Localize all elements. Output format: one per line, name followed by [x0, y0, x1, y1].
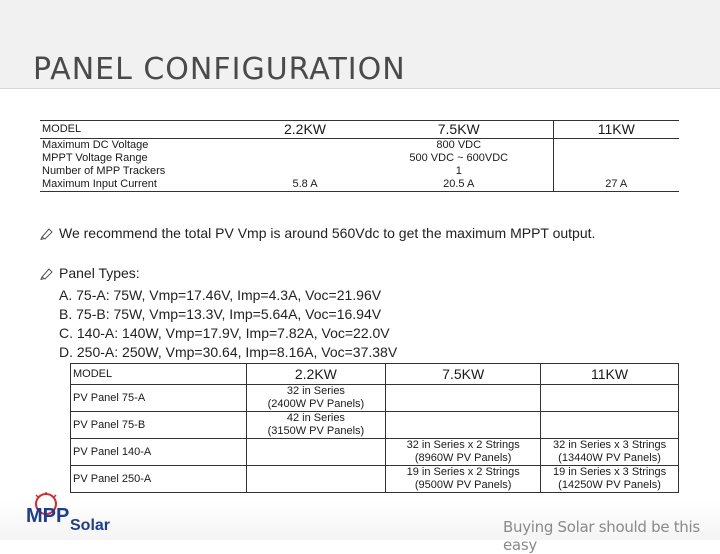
panel-col-7-5kw: 7.5KW: [386, 364, 541, 385]
panel-cell: [386, 412, 541, 439]
panel-cell: [246, 466, 386, 493]
spec-header-row: [40, 121, 679, 139]
panel-col-2-2kw: 2.2KW: [246, 364, 386, 385]
panel-cell: [541, 466, 679, 493]
panel-type-d: D. 250-A: 250W, Vmp=30.64, Imp=8.16A, Voc=37.38V: [59, 344, 398, 360]
panel-row-label: PV Panel 250-A: [71, 466, 247, 493]
spec-cell: [553, 165, 679, 178]
panel-cell: [386, 385, 541, 412]
panel-type-b: B. 75-B: 75W, Vmp=13.3V, Imp=5.64A, Voc=16.94V: [59, 306, 382, 322]
spec-cell: [553, 152, 679, 165]
table-row: [71, 466, 679, 493]
panel-types-label: Panel Types:: [59, 265, 140, 281]
spec-col-7-5kw: 7.5KW: [365, 121, 553, 139]
logo-mpp-text: MPP: [26, 505, 70, 527]
panel-col-11kw: 11KW: [541, 364, 679, 385]
spec-row-label: MPPT Voltage Range: [42, 152, 148, 164]
slide-title: PANEL CONFIGURATION: [33, 52, 406, 87]
panel-cell: [386, 439, 541, 466]
recommend-text: We recommend the total PV Vmp is around 560Vdc to get the maximum MPPT output.: [59, 225, 596, 241]
panel-type-c: C. 140-A: 140W, Vmp=17.9V, Imp=7.82A, Voc=22.0V: [59, 325, 390, 341]
table-row: [71, 439, 679, 466]
spec-cell: [245, 139, 365, 153]
panel-cell: [246, 385, 386, 412]
panel-cell-line: 42 in Series: [286, 412, 345, 424]
panel-cell-line: (9500W PV Panels): [414, 479, 512, 491]
logo-solar-text: Solar: [70, 517, 111, 532]
panel-cell-line: 32 in Series x 2 Strings: [406, 439, 520, 451]
panel-cell-line: 19 in Series x 3 Strings: [552, 466, 667, 478]
spec-row-label: Maximum DC Voltage: [42, 139, 149, 151]
panel-cell-line: 32 in Series: [286, 385, 345, 397]
spec-row-label: Number of MPP Trackers: [42, 165, 166, 177]
spec-cell: 500 VDC ~ 600VDC: [409, 152, 509, 164]
spec-col-2-2kw: 2.2KW: [245, 121, 365, 139]
panel-cell-line: (8960W PV Panels): [414, 452, 512, 464]
spec-model-label: MODEL: [40, 121, 245, 139]
panel-cell: [541, 412, 679, 439]
tagline: Buying Solar should be this easy: [503, 518, 700, 554]
table-row: [40, 178, 679, 192]
spec-cell: [553, 139, 679, 153]
panel-cell: [246, 412, 386, 439]
panel-header-row: [71, 364, 679, 385]
panel-cell-line: (14250W PV Panels): [558, 479, 661, 491]
spec-col-11kw: 11KW: [553, 121, 679, 139]
panel-table: [70, 363, 679, 493]
spec-cell: 20.5 A: [443, 178, 475, 190]
panel-cell: [541, 439, 679, 466]
spec-cell: [245, 165, 365, 178]
spec-cell: [245, 152, 365, 165]
panel-cell-line: 32 in Series x 3 Strings: [552, 439, 667, 451]
spec-cell: 27 A: [553, 178, 679, 192]
pen-bullet-icon: [40, 226, 54, 240]
panel-row-label: PV Panel 75-A: [71, 385, 247, 412]
spec-table: [40, 120, 679, 192]
table-row: [40, 139, 679, 153]
mpp-solar-logo: [24, 492, 134, 532]
panel-cell: [386, 466, 541, 493]
panel-type-a: A. 75-A: 75W, Vmp=17.46V, Imp=4.3A, Voc=21.96V: [59, 287, 382, 303]
spec-cell: 800 VDC: [436, 139, 482, 151]
table-row: [71, 385, 679, 412]
panel-cell-line: (2400W PV Panels): [267, 398, 365, 410]
spec-row-label: Maximum Input Current: [42, 178, 157, 190]
panel-cell: [541, 385, 679, 412]
panel-row-label: PV Panel 140-A: [71, 439, 247, 466]
spec-cell: 5.8 A: [292, 178, 318, 190]
table-row: [71, 412, 679, 439]
table-row: [40, 152, 679, 165]
pen-bullet-icon: [40, 266, 54, 280]
table-row: [40, 165, 679, 178]
panel-cell-line: (3150W PV Panels): [267, 425, 365, 437]
panel-model-label: MODEL: [71, 364, 247, 385]
panel-cell: [246, 439, 386, 466]
panel-row-label: PV Panel 75-B: [71, 412, 247, 439]
spec-cell: 1: [455, 165, 462, 177]
panel-cell-line: (13440W PV Panels): [558, 452, 661, 464]
panel-cell-line: 19 in Series x 2 Strings: [406, 466, 520, 478]
